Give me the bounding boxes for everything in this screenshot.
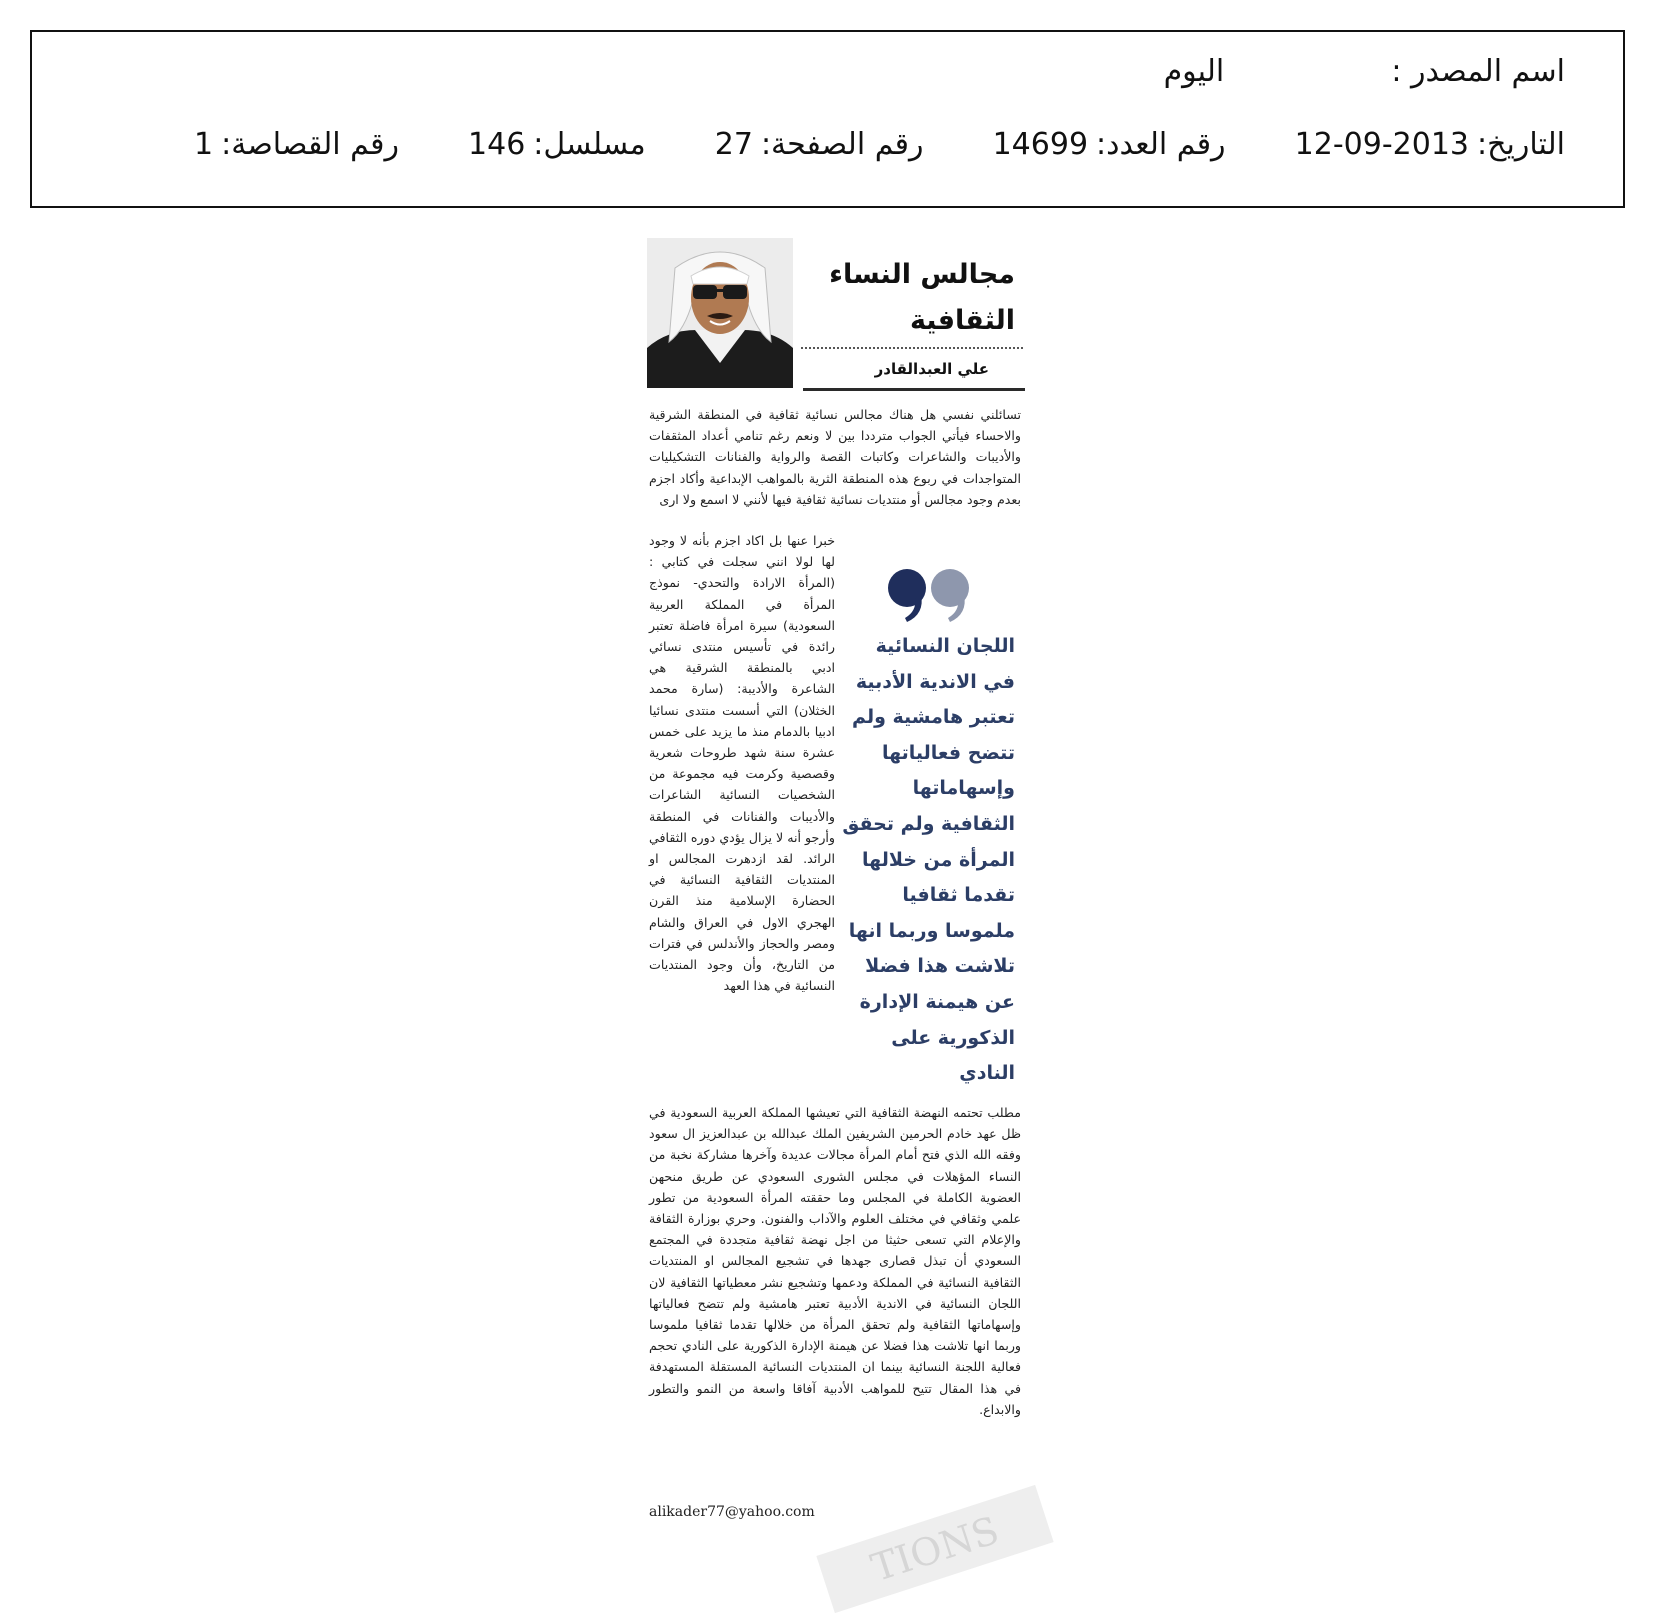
- article-title-line-2: الثقافية: [909, 305, 1015, 336]
- article-clipping: [645, 234, 1031, 1591]
- article-title: [825, 252, 1015, 344]
- clip-field: [194, 127, 399, 162]
- author-byline-bar: [803, 354, 1025, 391]
- page-value: 27: [714, 127, 753, 162]
- source-row: [1164, 54, 1565, 89]
- source-value: اليوم: [1163, 54, 1225, 89]
- serial-label: مسلسل:: [533, 127, 646, 162]
- source-label: اسم المصدر :: [1391, 54, 1565, 89]
- page-field: [715, 127, 924, 162]
- page-label: رقم الصفحة:: [760, 127, 924, 162]
- title-divider: [801, 347, 1023, 349]
- date-value: 2013-09-12: [1294, 127, 1470, 162]
- issue-field: [993, 127, 1226, 162]
- watermark-stamp: TIONS: [816, 1485, 1053, 1613]
- serial-value: 146: [468, 127, 526, 162]
- details-row: [194, 127, 1565, 162]
- clip-value: 1: [194, 127, 214, 162]
- date-field: [1295, 127, 1565, 162]
- source-metadata-box: [30, 30, 1625, 208]
- article-column-paragraph: خبرا عنها بل اكاد اجزم بأنه لا وجود لها لولا انني سجلت في كتابي :(المرأة الارادة والتحدي- نموذج المرأة في المملكة العربية السعودية) سيرة امرأة فاضلة تعتبر رائدة في تأسيس منتدى نسائي ادبي بالمنطقة الشرقية هي الشاعرة والأديبة: (سارة محمد الخثلان) التي أسست منتدى نسائيا ادبيا بالدمام منذ ما يزيد على خمس عشرة سنة شهد طروحات شعرية وقصصية وكرمت فيه مجموعة من الشخصيات النسائية الشاعرات والأديبات والفنانات في المنطقة وأرجو أنه لا يزال يؤدي دوره الثقافي الرائد. لقد ازدهرت المجالس او المنتديات الثقافية النسائية في الحضارة الإسلامية منذ القرن الهجري الاول في العراق والشام ومصر والحجاز والأندلس في فترات من التاريخ، وأن وجود المنتديات النسائية في هذا العهد: [649, 533, 835, 994]
- article-closing-paragraph: مطلب تحتمه النهضة الثقافية التي تعيشها المملكة العربية السعودية في ظل عهد خادم الحرمين الشريفين الملك عبدالله بن عبدالعزيز ال سعود وفقه الله الذي فتح أمام المرأة مجالات عديدة وآخرها مشاركة نخبة من النساء المؤهلات في مجلس الشورى السعودي عن طريق منحهن العضوية الكاملة في المجلس وما حققته المرأة السعودية من تطور علمي وثقافي في مختلف العلوم والآداب والفنون. وحري بوزارة الثقافة والإعلام التي تسعى حثيثا من اجل نهضة ثقافية متجددة في المجتمع السعودي أن تبذل قصارى جهدها في تشجيع المجالس او المنتديات الثقافية النسائية في المملكة ودعمها وتشجيع نشر معطياتها الثقافية لان اللجان النسائية في الاندية الأدبية تعتبر هامشية ولم تتضح فعالياتها وإسهاماتها الثقافية ولم تحقق المرأة من خلالها تقدما ثقافيا ملموسا وربما انها تلاشت هذا فضلا عن هيمنة الإدارة الذكورية على النادي تحجم فعالية اللجنة النسائية بينما ان المنتديات النسائية المستقلة المستهدفة في هذا المقال تتيح للمواهب الأدبية آفاقا واسعة من النمو والتطور والابداع.: [649, 1105, 1021, 1417]
- author-portrait-graphic: [647, 238, 793, 388]
- author-name: علي العبدالقادر: [874, 360, 989, 378]
- quote-mark-icon: [885, 564, 975, 624]
- source-field: [1164, 54, 1565, 89]
- author-photo: [647, 238, 793, 388]
- author-email: alikader77@yahoo.com: [649, 1504, 815, 1520]
- article-title-line-1: مجالس النساء: [829, 259, 1015, 290]
- issue-label: رقم العدد:: [1096, 127, 1226, 162]
- clip-label: رقم القصاصة:: [221, 127, 399, 162]
- issue-value: 14699: [992, 127, 1089, 162]
- article-intro-paragraph: تسائلني نفسي هل هناك مجالس نسائية ثقافية في المنطقة الشرقية والاحساء فيأتي الجواب مترددا بين لا ونعم رغم تنامي أعداد المثقفات والأديبات والشاعرات وكاتبات القصة والرواية والفنانات التشكيليات المتواجدات في ربوع هذه المنطقة الثرية بالمواهب الإبداعية وأكاد اجزم بعدم وجود مجالس أو منتديات نسائية ثقافية فيها لأنني لا اسمع ولا ارى: [649, 407, 1021, 507]
- date-label: التاريخ:: [1477, 127, 1565, 162]
- pull-quote: اللجان النسائية في الاندية الأدبية تعتبر هامشية ولم تتضح فعالياتها وإسهاماتها الثقافية ولم تحقق المرأة من خلالها تقدما ثقافيا ملموسا وربما انها تلاشت هذا فضلا عن هيمنة الإدارة الذكورية على النادي: [842, 635, 1015, 1085]
- serial-field: [468, 127, 646, 162]
